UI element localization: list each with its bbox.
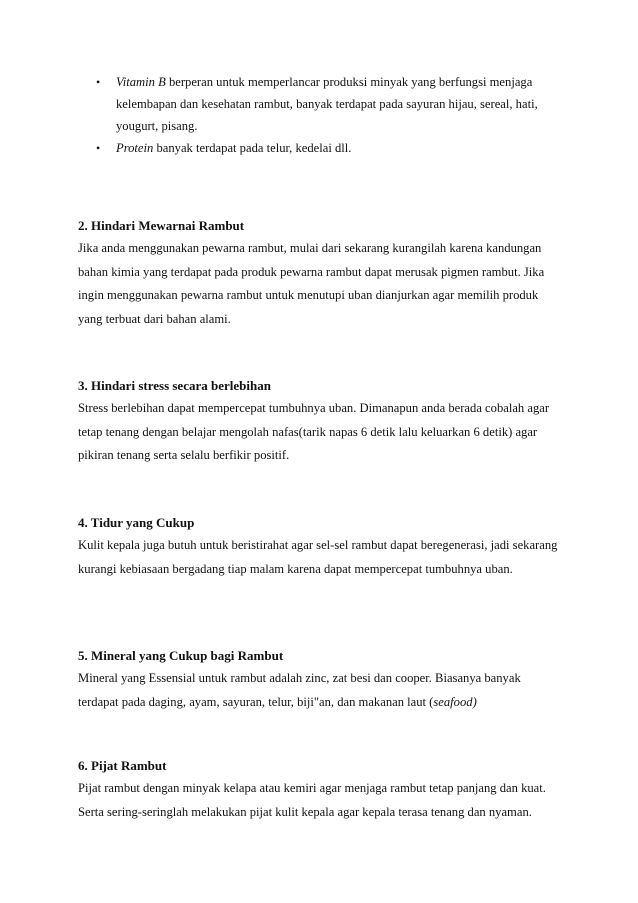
section-heading: 5. Mineral yang Cukup bagi Rambut [78, 648, 284, 663]
section-heading: 3. Hindari stress secara berlebihan [78, 378, 271, 393]
section-body [78, 667, 560, 714]
section-tidur-cukup [78, 512, 560, 581]
bullet-item-protein [78, 137, 560, 159]
section-heading: 2. Hindari Mewarnai Rambut [78, 218, 245, 233]
section-hindari-mewarnai [78, 215, 560, 331]
section-body: Stress berlebihan dapat mempercepat tumbuhnya uban. Dimanapun anda berada cobalah agar tetap tenang dengan belajar mengolah nafas(tarik napas 6 detik lalu keluarkan 6 detik) agar pikiran tenang serta selalu berfikir positif. [78, 401, 550, 462]
bullet-list [78, 71, 560, 159]
section-body: Pijat rambut dengan minyak kelapa atau kemiri agar menjaga rambut tetap panjang dan kuat. Serta sering-seringlah melakukan pijat kulit kepala agar kepala terasa tenang dan nyaman. [78, 781, 546, 819]
bullet-dot-icon: • [96, 75, 101, 89]
section-hindari-stress [78, 375, 560, 468]
bullet-term: Vitamin B [116, 75, 166, 89]
section-body-text: Mineral yang Essensial untuk rambut adalah zinc, zat besi dan cooper. Biasanya banyak terdapat pada daging, ayam, sayuran, telur, biji"an, dan makanan laut ( [78, 671, 521, 709]
section-pijat-rambut [78, 755, 560, 824]
section-body: Kulit kepala juga butuh untuk beristirahat agar sel-sel rambut dapat beregenerasi, jadi sekarang kurangi kebiasaan bergadang tiap malam karena dapat mempercepat tumbuhnya uban. [78, 538, 558, 576]
bullet-text: banyak terdapat pada telur, kedelai dll. [153, 141, 352, 155]
section-body: Jika anda menggunakan pewarna rambut, mulai dari sekarang kurangilah karena kandungan bahan kimia yang terdapat pada produk pewarna rambut dapat merusak pigmen rambut. Jika ingin menggunakan pewarna rambut untuk menutupi uban dianjurkan agar memilih produk yang terbuat dari bahan alami. [78, 241, 545, 326]
bullet-term: Protein [116, 141, 154, 155]
bullet-text: berperan untuk memperlancar produksi minyak yang berfungsi menjaga kelembapan dan kesehatan rambut, banyak terdapat pada sayuran hijau, sereal, hati, yougurt, pisang. [116, 75, 538, 133]
bullet-item-vitamin-b [78, 71, 560, 137]
bullet-dot-icon: • [96, 141, 101, 155]
section-mineral-cukup [78, 645, 560, 714]
section-heading: 4. Tidur yang Cukup [78, 515, 195, 530]
section-body-italic: seafood) [433, 694, 477, 709]
section-heading: 6. Pijat Rambut [78, 758, 167, 773]
